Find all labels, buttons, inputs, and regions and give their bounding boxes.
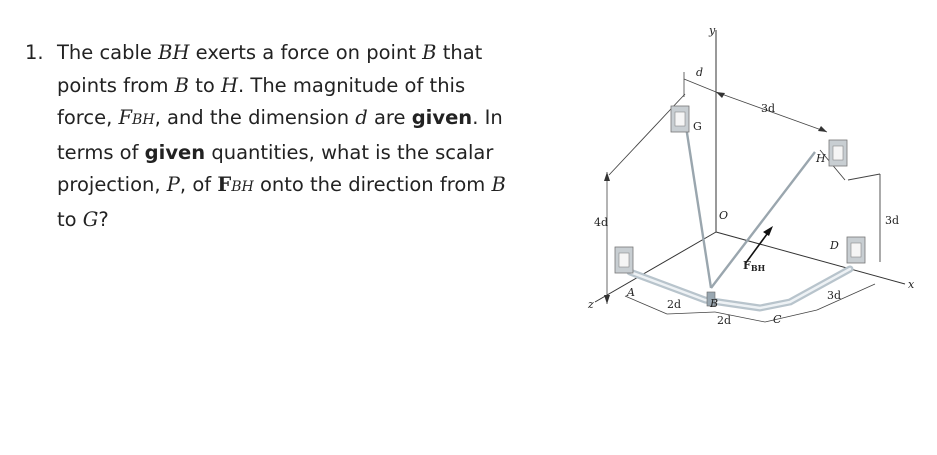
label-2d-right: 2d xyxy=(717,314,732,327)
var-b: B xyxy=(491,173,506,196)
text: force, xyxy=(57,106,119,129)
text: . The magnitude of this xyxy=(238,73,466,97)
var-g: G xyxy=(82,207,99,231)
text: , and the dimension xyxy=(154,106,356,129)
var-f-subscript: BH xyxy=(132,112,155,128)
vector-f: F xyxy=(217,173,232,196)
dim-arrow xyxy=(716,92,725,98)
bold-given: given xyxy=(144,140,206,164)
problem-line-4 xyxy=(57,137,570,170)
var-f: F xyxy=(118,106,133,129)
problem-statement xyxy=(25,37,570,236)
text: The cable xyxy=(57,41,159,64)
label-3d-top: 3d xyxy=(761,102,776,115)
text: to xyxy=(57,207,83,231)
h-ref-line-2 xyxy=(848,174,880,180)
var-d: d xyxy=(355,106,368,129)
text: onto the direction from xyxy=(253,173,492,196)
var-b: B xyxy=(174,73,190,97)
dim-arrow xyxy=(818,126,827,132)
problem-line-6 xyxy=(57,204,570,237)
label-d-point: D xyxy=(830,239,839,252)
var-h: H xyxy=(221,73,239,97)
x-axis-line xyxy=(716,232,905,284)
problem-number: 1. xyxy=(25,41,44,64)
dim-arrow xyxy=(604,172,610,181)
label-z-axis: z xyxy=(588,298,594,311)
dim-arrow xyxy=(604,295,610,304)
text: are xyxy=(367,106,412,129)
label-3d-bottom: 3d xyxy=(827,289,842,302)
bracket-h xyxy=(829,140,847,166)
text: that xyxy=(436,41,483,64)
text: projection, xyxy=(57,173,167,196)
label-c: C xyxy=(773,313,782,326)
dim-d-line xyxy=(684,79,716,92)
label-f-main: F xyxy=(743,259,751,272)
dim-3d-bottom-line-2 xyxy=(817,284,875,310)
text: ? xyxy=(98,207,109,231)
label-2d-left: 2d xyxy=(667,298,682,311)
bracket-d xyxy=(847,237,865,263)
var-p: P xyxy=(166,173,180,196)
label-g: G xyxy=(693,120,702,133)
label-f-sub: BH xyxy=(750,263,766,273)
text: exerts a force on point xyxy=(189,41,423,64)
problem-body xyxy=(57,37,570,236)
text: points from xyxy=(57,73,175,97)
label-o: O xyxy=(719,209,729,222)
label-x-axis: x xyxy=(908,278,915,291)
force-arrow-head xyxy=(763,226,773,236)
text: quantities, what is the scalar xyxy=(205,140,494,164)
label-f xyxy=(743,259,766,273)
var-b: B xyxy=(422,41,437,64)
label-3d-right: 3d xyxy=(885,214,900,227)
bracket-g xyxy=(671,106,689,132)
dim-2d-mid-line xyxy=(667,312,715,314)
label-h: H xyxy=(816,152,826,165)
problem-line-5 xyxy=(57,169,570,204)
figure-svg xyxy=(585,22,930,352)
statics-figure xyxy=(585,22,930,352)
label-4d: 4d xyxy=(594,216,609,229)
var-bh: BH xyxy=(158,41,190,64)
vector-f-subscript: BH xyxy=(231,179,254,195)
text: terms of xyxy=(57,140,145,164)
problem-line-3 xyxy=(57,102,570,137)
label-y-axis: y xyxy=(709,24,716,37)
z-axis-line xyxy=(595,232,716,302)
label-d: d xyxy=(696,66,704,79)
cable-bg xyxy=(685,120,711,288)
bracket-a xyxy=(615,247,633,273)
problem-line-2 xyxy=(57,70,570,103)
text: , of xyxy=(179,173,218,196)
bold-given: given xyxy=(411,106,473,129)
label-b: B xyxy=(710,297,719,310)
problem-line-1 xyxy=(57,37,570,70)
text: . In xyxy=(472,106,503,129)
text: to xyxy=(189,73,221,97)
label-a: A xyxy=(627,286,635,299)
